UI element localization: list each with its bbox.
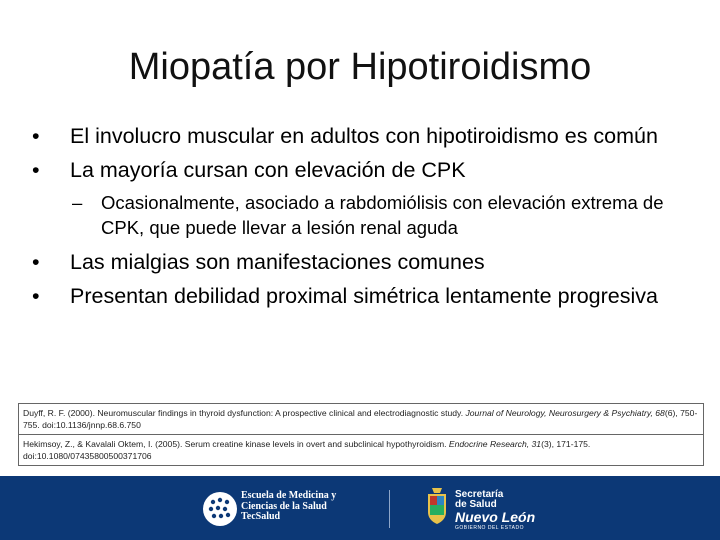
bullet-symbol: • bbox=[32, 124, 40, 148]
bullet-symbol: • bbox=[32, 284, 40, 308]
bullet-item bbox=[30, 282, 700, 310]
slide-title: Miopatía por Hipotiroidismo bbox=[128, 46, 592, 88]
reference-text: Hekimsoy, Z., & Kavalali Oktem, I. (2005). Serum creatine kinase levels in overt and subclinical hypothyroidism. bbox=[23, 439, 449, 449]
bullet-text: La mayoría cursan con elevación de CPK bbox=[70, 158, 466, 182]
dash-symbol: – bbox=[72, 192, 83, 213]
reference-text: (6), 750-755. doi:10.1136/jnnp.68.6.750 bbox=[23, 408, 698, 430]
secretaria-logo-text: Secretaría de Salud Nuevo León GOBIERNO DEL ESTADO bbox=[455, 489, 536, 531]
tecsalud-logo-text: Escuela de Medicina y Ciencias de la Salud TecSalud bbox=[241, 490, 337, 522]
bullet-symbol: • bbox=[32, 250, 40, 274]
bullet-list bbox=[30, 122, 700, 316]
bullet-item bbox=[30, 248, 700, 276]
bullet-text: El involucro muscular en adultos con hipotiroidismo es común bbox=[70, 124, 658, 148]
tecsalud-logo bbox=[203, 490, 343, 530]
bullet-item bbox=[30, 156, 700, 184]
bullet-item bbox=[30, 122, 700, 150]
sub-bullet-item bbox=[30, 190, 700, 240]
coat-of-arms-icon bbox=[425, 486, 449, 526]
bullet-symbol: • bbox=[32, 158, 40, 182]
footer-bar bbox=[0, 476, 720, 540]
bullet-text: Las mialgias son manifestaciones comunes bbox=[70, 250, 485, 274]
references-box bbox=[18, 403, 704, 466]
bullet-text: Presentan debilidad proximal simétrica lentamente progresiva bbox=[70, 284, 658, 308]
reference-journal: Endocrine Research, 31 bbox=[448, 439, 542, 449]
tecsalud-emblem-icon bbox=[203, 492, 237, 526]
reference-item bbox=[19, 404, 703, 434]
reference-text: Duyff, R. F. (2000). Neuromuscular findings in thyroid dysfunction: A prospective clinical and electrodiagnostic study. bbox=[23, 408, 466, 418]
reference-text: (3), 171-175. doi:10.1080/07435800500371706 bbox=[23, 439, 591, 461]
secretaria-salud-logo bbox=[425, 484, 535, 536]
sub-bullet-text: Ocasionalmente, asociado a rabdomiólisis con elevación extrema de CPK, que puede llevar a lesión renal aguda bbox=[101, 192, 664, 238]
reference-journal: Journal of Neurology, Neurosurgery & Psychiatry, 68 bbox=[465, 408, 665, 418]
footer-divider bbox=[389, 490, 390, 528]
reference-item bbox=[19, 434, 703, 465]
